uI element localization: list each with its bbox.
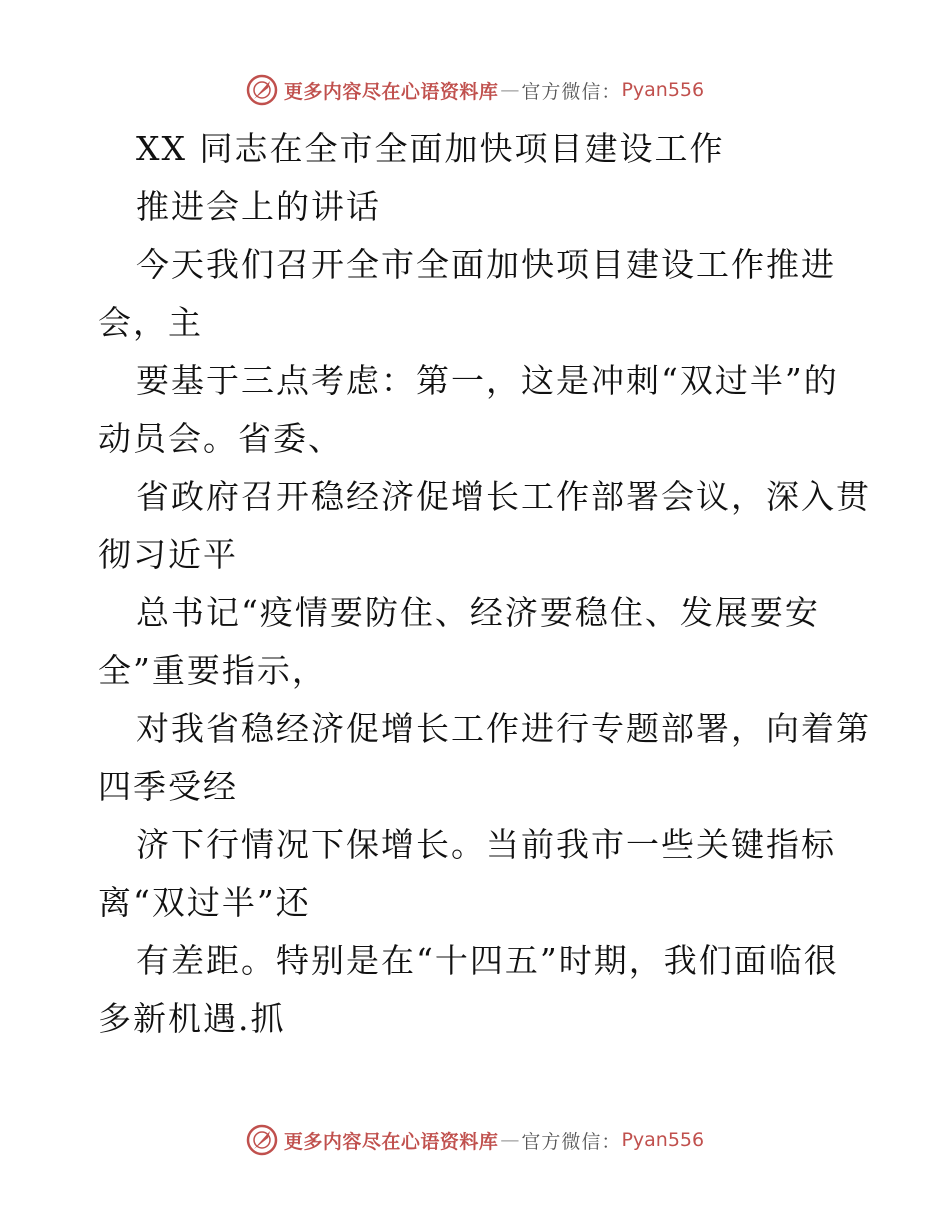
body-line: 离“双过半”还: [98, 883, 311, 922]
banner-wechat-id: Pyan556: [621, 79, 705, 101]
body-line: 彻习近平: [98, 535, 238, 574]
title-line-2: 推进会上的讲话: [136, 187, 381, 226]
title-line-1: XX 同志在全市全面加快项目建设工作: [136, 129, 725, 168]
banner-official-label: 官方微信：: [521, 80, 622, 103]
body-line: 多新机遇.抓: [98, 999, 286, 1038]
document-body: [98, 120, 871, 1048]
banner-dash: —: [500, 79, 520, 101]
header-watermark-banner: [0, 70, 950, 110]
body-line: 有差距。特别是在“十四五”时期，我们面临很: [136, 941, 839, 980]
body-line: 今天我们召开全市全面加快项目建设工作推进: [136, 245, 836, 284]
body-line: 省政府召开稳经济促增长工作部署会议，深入贯: [136, 477, 871, 516]
body-line: 要基于三点考虑：第一，这是冲刺“双过半”的: [136, 361, 839, 400]
quill-logo-icon: [246, 1124, 278, 1156]
banner-brand-text: 更多内容尽在心语资料库: [283, 80, 499, 103]
footer-watermark-banner: [0, 1120, 950, 1160]
quill-logo-icon: [246, 74, 278, 106]
body-line: 对我省稳经济促增长工作进行专题部署，向着第: [136, 709, 871, 748]
banner-official-label: 官方微信：: [521, 1130, 622, 1153]
body-line: 动员会。省委、: [98, 419, 343, 458]
body-line: 总书记“疫情要防住、经济要稳住、发展要安: [136, 593, 820, 632]
body-line: 四季受经: [98, 767, 238, 806]
banner-wechat-id: Pyan556: [621, 1129, 705, 1151]
body-line: 全”重要指示，: [98, 651, 327, 690]
body-line: 会，主: [98, 303, 203, 342]
body-line: 济下行情况下保增长。当前我市一些关键指标: [136, 825, 836, 864]
banner-brand-text: 更多内容尽在心语资料库: [283, 1130, 499, 1153]
banner-dash: —: [500, 1129, 520, 1151]
